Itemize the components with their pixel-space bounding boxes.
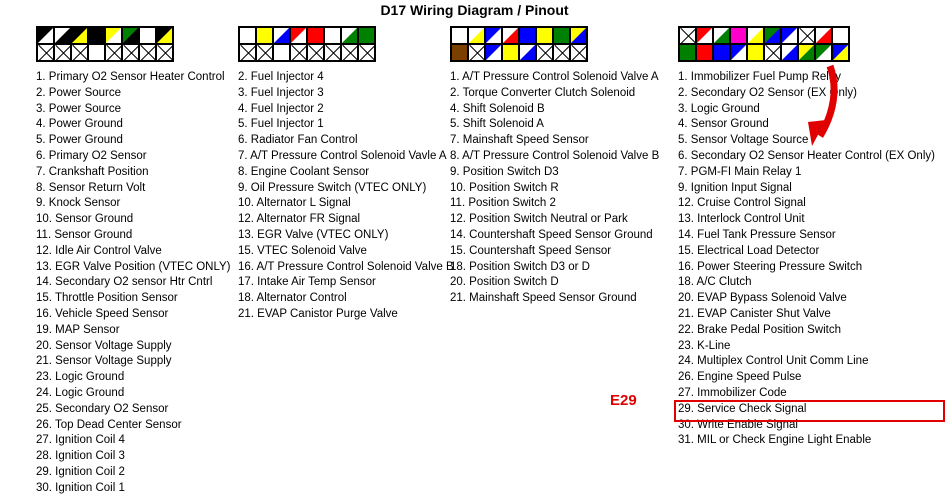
pin-entry: 14. Fuel Tank Pressure Sensor xyxy=(678,228,836,241)
pin-entry: 22. Brake Pedal Position Switch xyxy=(678,323,842,336)
connector-pin-cell xyxy=(71,44,88,61)
pin-stripe-triangle xyxy=(291,28,306,43)
connector-pin-cell xyxy=(485,27,502,44)
connector-pin-row xyxy=(679,44,849,61)
connector-pin-cell xyxy=(764,44,781,61)
pin-entry: 6. Secondary O2 Sensor Heater Control (EX Only) xyxy=(678,149,935,162)
connector-pin-cell xyxy=(324,27,341,44)
pin-entry: 14. Countershaft Speed Sensor Ground xyxy=(450,228,653,241)
pin-entry: 23. Logic Ground xyxy=(36,371,125,384)
connector-pin-cell xyxy=(122,44,139,61)
pin-entry: 1. Immobilizer Fuel Pump Relay xyxy=(678,71,841,83)
pin-entry: 10. Alternator L Signal xyxy=(238,197,351,210)
connector-pin-cell xyxy=(105,27,122,44)
connector-pin-cell xyxy=(713,27,730,44)
pin-entry: 23. K-Line xyxy=(678,339,731,352)
connector-pin-cell xyxy=(256,44,273,61)
pin-entry: 18. A/C Clutch xyxy=(678,276,752,289)
pin-entry: 11. Sensor Ground xyxy=(36,228,133,241)
connector-pin-cell xyxy=(290,44,307,61)
pin-entry: 16. Vehicle Speed Sensor xyxy=(36,307,169,320)
pin-entry: 3. Logic Ground xyxy=(678,102,760,115)
pin-entry: 8. A/T Pressure Control Solenoid Valve B xyxy=(450,149,660,162)
pin-entry: 7. A/T Pressure Control Solenoid Vavle A xyxy=(238,149,447,162)
e29-annotation-label: E29 xyxy=(610,391,637,409)
pin-entry: 15. Electrical Load Detector xyxy=(678,244,820,257)
pin-entry: 20. Sensor Voltage Supply xyxy=(36,339,172,352)
pin-stripe-triangle xyxy=(799,45,814,60)
pin-stripe-triangle xyxy=(765,28,780,43)
connector-pin-cell xyxy=(679,27,696,44)
connector-pin-cell xyxy=(468,27,485,44)
empty-pin-x-icon xyxy=(469,45,484,60)
pin-stripe-triangle xyxy=(486,28,501,43)
connector-pin-cell xyxy=(239,44,256,61)
pin-entry: 5. Fuel Injector 1 xyxy=(238,118,324,131)
connector-pin-cell xyxy=(570,44,587,61)
pin-entry: 9. Position Switch D3 xyxy=(450,165,559,178)
connector-pin-cell xyxy=(451,27,468,44)
empty-pin-x-icon xyxy=(359,45,374,60)
pin-entry: 13. EGR Valve Position (VTEC ONLY) xyxy=(36,260,231,273)
pin-entry: 24. Multiplex Control Unit Comm Line xyxy=(678,355,869,368)
pin-entry: 27. Ignition Coil 4 xyxy=(36,434,125,447)
connector-pin-cell xyxy=(519,44,536,61)
connector-pin-cell xyxy=(307,27,324,44)
connector-column-d xyxy=(678,26,933,449)
pin-entry: 19. MAP Sensor xyxy=(36,323,120,336)
pin-entry: 2. Secondary O2 Sensor (EX Only) xyxy=(678,86,857,99)
connector-column-c xyxy=(450,26,665,307)
connector-c-diagram xyxy=(450,26,588,62)
connector-pin-cell xyxy=(747,27,764,44)
connector-d-pin-list xyxy=(678,70,933,449)
connector-pin-cell xyxy=(105,44,122,61)
connector-b-diagram xyxy=(238,26,376,62)
pin-entry: 27. Immobilizer Code xyxy=(678,386,787,399)
pin-entry: 6. Primary O2 Sensor xyxy=(36,149,147,162)
connector-pin-cell xyxy=(88,44,105,61)
connector-pin-cell xyxy=(358,27,375,44)
empty-pin-x-icon xyxy=(571,45,586,60)
pin-stripe-triangle xyxy=(816,45,831,60)
connector-pin-cell xyxy=(156,27,173,44)
connector-pin-cell xyxy=(519,27,536,44)
connector-pin-cell xyxy=(713,44,730,61)
connector-pin-cell xyxy=(273,27,290,44)
pin-entry: 9. Oil Pressure Switch (VTEC ONLY) xyxy=(238,181,427,194)
connector-pin-cell xyxy=(570,27,587,44)
pin-stripe-triangle xyxy=(469,28,484,43)
connector-pin-cell xyxy=(139,44,156,61)
connector-pin-cell xyxy=(273,44,290,61)
empty-pin-x-icon xyxy=(106,45,121,60)
pin-stripe-triangle xyxy=(106,28,121,43)
pin-entry: 8. Sensor Return Volt xyxy=(36,181,146,194)
connector-pin-cell xyxy=(54,44,71,61)
pin-entry: 5. Sensor Voltage Source xyxy=(678,134,809,147)
pin-entry: 21. EVAP Canister Shut Valve xyxy=(678,307,831,320)
connector-pin-cell xyxy=(358,44,375,61)
empty-pin-x-icon xyxy=(799,28,814,43)
empty-pin-x-icon xyxy=(308,45,323,60)
pin-entry: 10. Sensor Ground xyxy=(36,213,134,226)
connector-pin-cell xyxy=(781,44,798,61)
pin-stripe-triangle xyxy=(123,28,138,43)
pin-entry: 4. Shift Solenoid B xyxy=(450,102,545,115)
pin-entry: 15. Throttle Position Sensor xyxy=(36,292,178,305)
connector-pin-cell xyxy=(290,27,307,44)
pin-stripe-triangle xyxy=(782,45,797,60)
connector-pin-cell xyxy=(122,27,139,44)
connector-c-pin-list xyxy=(450,70,665,307)
empty-pin-x-icon xyxy=(680,28,695,43)
pin-entry: 30. Write Enable Signal xyxy=(678,418,798,431)
connector-pin-cell xyxy=(324,44,341,61)
connector-pin-cell xyxy=(696,27,713,44)
connector-pin-cell xyxy=(54,27,71,44)
connector-pin-cell xyxy=(239,27,256,44)
pin-entry: 17. Intake Air Temp Sensor xyxy=(238,276,376,289)
empty-pin-x-icon xyxy=(537,45,552,60)
pin-entry: 21. Sensor Voltage Supply xyxy=(36,355,172,368)
connector-pin-row xyxy=(37,27,173,44)
pin-entry: 4. Fuel Injector 2 xyxy=(238,102,324,115)
empty-pin-x-icon xyxy=(554,45,569,60)
pin-entry: 30. Ignition Coil 1 xyxy=(36,481,125,494)
empty-pin-x-icon xyxy=(157,45,172,60)
connector-pin-cell xyxy=(730,44,747,61)
pin-entry: 24. Logic Ground xyxy=(36,386,125,399)
pin-entry: 14. Secondary O2 sensor Htr Cntrl xyxy=(36,276,213,289)
empty-pin-x-icon xyxy=(257,45,272,60)
empty-pin-x-icon xyxy=(72,45,87,60)
pin-entry: 2. Torque Converter Clutch Solenoid xyxy=(450,86,636,99)
empty-pin-x-icon xyxy=(765,45,780,60)
connector-pin-cell xyxy=(832,44,849,61)
empty-pin-x-icon xyxy=(325,45,340,60)
connector-pin-cell xyxy=(71,27,88,44)
connector-pin-cell xyxy=(553,44,570,61)
pin-entry: 29. Service Check Signal xyxy=(678,402,807,415)
pin-stripe-triangle xyxy=(486,45,501,60)
connector-pin-cell xyxy=(798,44,815,61)
pin-entry: 20. EVAP Bypass Solenoid Valve xyxy=(678,292,847,305)
pin-stripe-triangle xyxy=(816,28,831,43)
connector-pin-cell xyxy=(502,44,519,61)
pin-stripe-triangle xyxy=(503,28,518,43)
pin-entry: 1. Primary O2 Sensor Heater Control xyxy=(36,71,225,83)
pin-entry: 18. Alternator Control xyxy=(238,292,347,305)
connector-pin-row xyxy=(679,27,849,44)
connector-pin-cell xyxy=(88,27,105,44)
pin-entry: 6. Radiator Fan Control xyxy=(238,134,358,147)
pin-entry: 16. A/T Pressure Control Solenoid Valve B xyxy=(238,260,454,273)
pin-stripe-triangle xyxy=(714,28,729,43)
pin-entry: 11. Position Switch 2 xyxy=(450,197,556,210)
pin-entry: 16. Power Steering Pressure Switch xyxy=(678,260,863,273)
connector-pin-row xyxy=(451,27,587,44)
connector-pin-cell xyxy=(468,44,485,61)
pin-entry: 13. EGR Valve (VTEC ONLY) xyxy=(238,228,389,241)
pin-entry: 7. Mainshaft Speed Sensor xyxy=(450,134,589,147)
pin-stripe-triangle xyxy=(731,45,746,60)
connector-pin-cell xyxy=(553,27,570,44)
pin-stripe-triangle xyxy=(55,28,70,43)
pin-entry: 4. Power Ground xyxy=(36,118,123,131)
pin-entry: 12. Alternator FR Signal xyxy=(238,213,361,226)
connector-pin-cell xyxy=(764,27,781,44)
empty-pin-x-icon xyxy=(240,45,255,60)
connector-pin-cell xyxy=(307,44,324,61)
pin-entry: 18. Position Switch D3 or D xyxy=(450,260,590,273)
pin-entry: 31. MIL or Check Engine Light Enable xyxy=(678,434,872,447)
connector-pin-cell xyxy=(485,44,502,61)
pin-stripe-triangle xyxy=(342,28,357,43)
pin-entry: 26. Engine Speed Pulse xyxy=(678,371,802,384)
pin-entry: 5. Power Ground xyxy=(36,134,123,147)
pin-entry: 9. Ignition Input Signal xyxy=(678,181,792,194)
connector-pin-cell xyxy=(730,27,747,44)
connector-d-diagram xyxy=(678,26,850,62)
connector-pin-row xyxy=(451,44,587,61)
pin-stripe-triangle xyxy=(833,45,848,60)
pin-entry: 3. Fuel Injector 3 xyxy=(238,86,324,99)
connector-pin-cell xyxy=(536,44,553,61)
connector-pin-row xyxy=(37,44,173,61)
pin-stripe-triangle xyxy=(157,28,172,43)
connector-pin-cell xyxy=(696,44,713,61)
pin-entry: 2. Power Source xyxy=(36,86,122,99)
connector-a-pin-list xyxy=(36,70,236,497)
pin-entry: 3. Power Source xyxy=(36,102,122,115)
pin-entry: 15. VTEC Solenoid Valve xyxy=(238,244,367,257)
pin-entry: 21. Mainshaft Speed Sensor Ground xyxy=(450,292,637,305)
connector-pin-cell xyxy=(815,27,832,44)
empty-pin-x-icon xyxy=(291,45,306,60)
connector-pin-cell xyxy=(451,44,468,61)
pin-entry: 26. Top Dead Center Sensor xyxy=(36,418,182,431)
pin-entry: 7. Crankshaft Position xyxy=(36,165,149,178)
connector-pin-cell xyxy=(256,27,273,44)
connector-pin-cell xyxy=(781,27,798,44)
empty-pin-x-icon xyxy=(140,45,155,60)
pin-stripe-triangle xyxy=(38,28,53,43)
page-title: D17 Wiring Diagram / Pinout xyxy=(380,2,569,18)
connector-column-b xyxy=(238,26,454,323)
pin-entry: 7. PGM-FI Main Relay 1 xyxy=(678,165,802,178)
pin-stripe-triangle xyxy=(782,28,797,43)
pin-entry: 10. Position Switch R xyxy=(450,181,559,194)
connector-pin-cell xyxy=(832,27,849,44)
pin-stripe-triangle xyxy=(571,28,586,43)
connector-pin-cell xyxy=(156,44,173,61)
pin-entry: 12. Cruise Control Signal xyxy=(678,197,806,210)
pin-entry: 29. Ignition Coil 2 xyxy=(36,465,125,478)
pin-entry: 20. Position Switch D xyxy=(450,276,559,289)
connector-pin-cell xyxy=(37,44,54,61)
pin-entry: 4. Sensor Ground xyxy=(678,118,769,131)
pin-entry: 15. Countershaft Speed Sensor xyxy=(450,244,612,257)
empty-pin-x-icon xyxy=(38,45,53,60)
connector-pin-cell xyxy=(341,27,358,44)
pin-entry: 28. Ignition Coil 3 xyxy=(36,450,125,463)
connector-pin-cell xyxy=(798,27,815,44)
pin-entry: 13. Interlock Control Unit xyxy=(678,213,805,226)
pin-entry: 25. Secondary O2 Sensor xyxy=(36,402,169,415)
pin-entry: 5. Shift Solenoid A xyxy=(450,118,544,131)
connector-pin-cell xyxy=(536,27,553,44)
pin-stripe-triangle xyxy=(697,28,712,43)
connector-pin-row xyxy=(239,44,375,61)
connector-b-pin-list xyxy=(238,70,454,323)
pin-entry: 1. A/T Pressure Control Solenoid Valve A xyxy=(450,71,659,83)
pin-entry: 2. Fuel Injector 4 xyxy=(238,71,324,83)
pin-entry: 9. Knock Sensor xyxy=(36,197,121,210)
empty-pin-x-icon xyxy=(123,45,138,60)
connector-pin-cell xyxy=(815,44,832,61)
connector-pin-row xyxy=(239,27,375,44)
connector-pin-cell xyxy=(37,27,54,44)
empty-pin-x-icon xyxy=(55,45,70,60)
connector-column-a xyxy=(36,26,236,497)
connector-pin-cell xyxy=(341,44,358,61)
pin-entry: 8. Engine Coolant Sensor xyxy=(238,165,370,178)
connector-pin-cell xyxy=(502,27,519,44)
pin-stripe-triangle xyxy=(748,28,763,43)
pin-entry: 12. Position Switch Neutral or Park xyxy=(450,213,628,226)
pin-entry: 21. EVAP Canistor Purge Valve xyxy=(238,307,398,320)
connector-pin-cell xyxy=(747,44,764,61)
empty-pin-x-icon xyxy=(342,45,357,60)
connector-pin-cell xyxy=(139,27,156,44)
connector-a-diagram xyxy=(36,26,174,62)
pin-entry: 12. Idle Air Control Valve xyxy=(36,244,162,257)
pin-stripe-triangle xyxy=(520,45,535,60)
pin-stripe-triangle xyxy=(274,28,289,43)
pin-stripe-triangle xyxy=(72,28,87,43)
connector-pin-cell xyxy=(679,44,696,61)
